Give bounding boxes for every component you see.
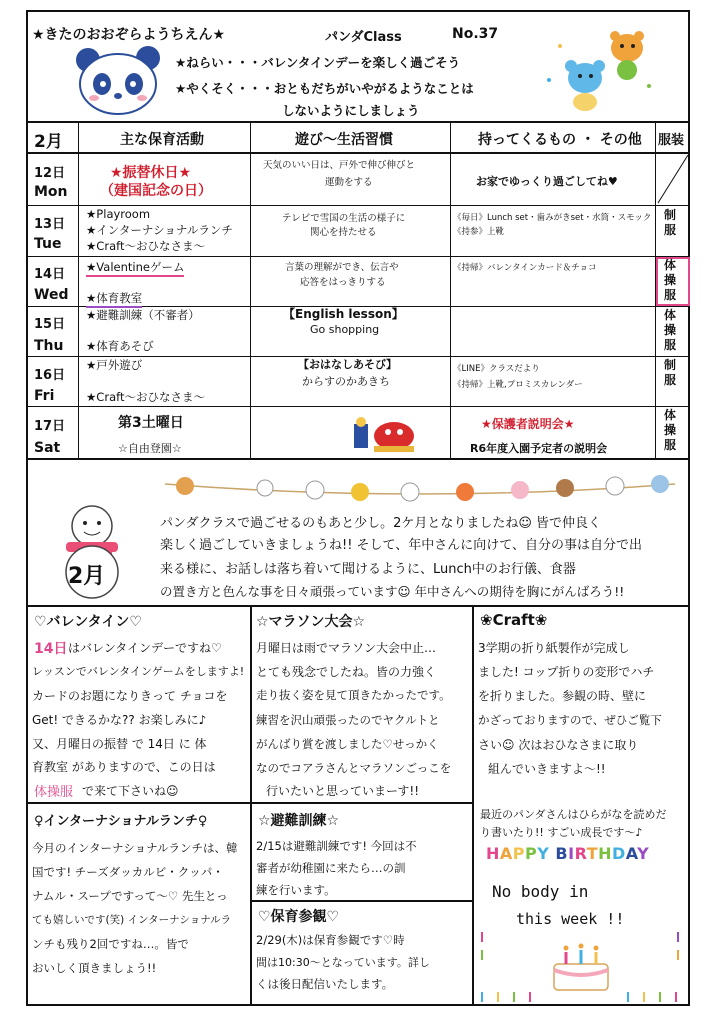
lunch-line: おいしく頂きましょう!! — [32, 961, 157, 975]
drill-line: 練を行います。 — [256, 883, 336, 897]
activity-text: ★避難訓練（不審者） — [86, 308, 200, 322]
table-bottom-border — [26, 458, 690, 460]
promise-line1: ★やくそく・・・おともだちがいやがるようなことは — [175, 81, 474, 96]
row-date: 14日 — [34, 267, 66, 282]
marathon-line: なのでコアラさんとマラソンごっこを — [256, 761, 452, 775]
lunch-title: ♀インターナショナルランチ♀ — [34, 814, 208, 829]
row-date: 13日 — [34, 217, 66, 232]
issue-number: No.37 — [452, 26, 499, 42]
visit-line: くは後日配信いたします。 — [256, 977, 394, 991]
play-text: 言葉の理解ができ、伝言や — [285, 262, 399, 273]
birthday-none-line2: this week !! — [516, 910, 625, 928]
drill-line: 審者が幼稚園に来たら…の訓 — [256, 861, 406, 875]
activity-text: ★戸外遊び — [86, 358, 143, 372]
story-time-topic: からすのかあきち — [302, 375, 390, 388]
craft-title: ❀Craft❀ — [480, 611, 548, 629]
animals-illustration — [545, 26, 655, 116]
visit-section — [250, 900, 472, 1006]
craft-line: かざっておりますので、ぜひご覧下 — [478, 713, 662, 727]
col-divider — [250, 121, 251, 458]
marathon-line: 練習を沢山頑張ったのでヤクルトと — [256, 713, 440, 727]
promise-line2: しないようにしましょう — [282, 103, 420, 118]
english-lesson-topic: Go shopping — [310, 323, 380, 336]
items-text: 《持参》上靴 — [453, 227, 505, 237]
english-lesson-title: 【English lesson】 — [283, 307, 404, 321]
uniform-label: 体操服 — [664, 408, 677, 452]
items-text: 《持帰》上靴,プロミスカレンダー — [453, 380, 583, 390]
holiday-label: ★振替休日★ — [110, 165, 192, 181]
free-attendance: ☆自由登園☆ — [118, 442, 182, 455]
activity-text: ★Playroom — [86, 207, 151, 221]
drill-line: 2/15は避難訓練です! 今回は不 — [256, 839, 417, 853]
items-text: 《LINE》クラスだより — [453, 364, 540, 374]
month-badge: 2月 — [68, 564, 106, 589]
table-header-border — [26, 152, 690, 154]
valentine-game-activity: ★Valentineゲーム — [86, 259, 184, 277]
row-day: Tue — [34, 236, 62, 252]
valentine-line: レッスンでバレンタインゲームをしますよ! — [32, 665, 245, 678]
valentine-title: ♡バレンタイン♡ — [34, 614, 142, 630]
row-date: 17日 — [34, 419, 66, 434]
gym-class-activity: ★体育教室 — [86, 290, 142, 308]
valentine-line: Get! できるかな?? お楽しみに♪ — [32, 713, 207, 727]
no-uniform-slash — [656, 153, 690, 205]
marathon-line: 月曜日は雨でマラソン大会中止… — [256, 641, 437, 655]
lion-dance-illustration — [348, 416, 418, 456]
activity-text: ★Craft～おひなさま～ — [86, 239, 205, 253]
birthday-note: 最近のパンダさんはひらがなを読めだ — [480, 808, 667, 821]
play-text: 関心を持たせる — [310, 227, 377, 238]
play-text: 天気のいい日は、戸外で伸び伸びと — [263, 160, 416, 171]
uniform-label: 制服 — [664, 208, 677, 237]
marathon-line: とても残念でしたね。皆の力強く — [256, 665, 437, 679]
lunch-line: ナムル・スープですって～♡ 先生とっ — [32, 889, 228, 903]
saturday-label: 第3土曜日 — [118, 415, 184, 431]
valentine-section — [26, 605, 250, 802]
uniform-label: 制服 — [664, 358, 677, 387]
activity-text: ★体育あそび — [86, 339, 154, 353]
school-name: ★きたのおおぞらようちえん★ — [32, 27, 226, 43]
row-divider — [26, 205, 690, 206]
row-day: Fri — [34, 388, 55, 404]
birthday-note: り書いたり!! すごい成長です～♪ — [480, 826, 643, 839]
row-date: 15日 — [34, 317, 66, 332]
panda-face-illustration — [72, 44, 164, 116]
lunch-section — [26, 802, 250, 1006]
valentine-line: 又、月曜日の振替 で 14日 に 体 — [32, 737, 207, 751]
col-divider — [450, 121, 451, 458]
valentine-date: 14日 — [34, 641, 68, 657]
intro-line: 楽しく過ごしていきましょうね!! そして、年中さんに向けて、自分の事は自分で出 — [160, 538, 643, 553]
uniform-label: 体操服 — [664, 308, 677, 352]
parent-meeting-title: ★保護者説明会★ — [481, 417, 575, 431]
valentine-line: はバレンタインデーですね♡ — [68, 641, 222, 655]
story-time-title: 【おはなしあそび】 — [298, 358, 397, 371]
col-header-uniform: 服装 — [658, 133, 685, 148]
col-header-play: 遊び～生活習慣 — [295, 132, 393, 148]
activity-text: ★インターナショナルランチ — [86, 223, 233, 237]
craft-line: ました! コップ折りの変形でハチ — [478, 665, 655, 679]
craft-section — [472, 605, 690, 802]
lunch-line: ンチも残り2回ですね…。皆で — [32, 937, 189, 951]
marathon-title: ☆マラソン大会☆ — [256, 614, 366, 630]
happy-birthday-banner: HAPPY BIRTHDAY — [486, 844, 650, 863]
month-label: 2月 — [34, 132, 63, 152]
holiday-sub: （建国記念の日） — [100, 183, 212, 199]
lunch-line: 今月のインターナショナルランチは、韓 — [32, 841, 238, 855]
play-text: 運動をする — [325, 177, 373, 188]
birthday-section — [472, 800, 690, 1006]
characters-garland-illustration — [165, 470, 675, 510]
row-date: 16日 — [34, 368, 66, 383]
row-date: 12日 — [34, 166, 66, 181]
row-day: Sat — [34, 440, 61, 456]
craft-line: を折りました。参観の時、壁に — [478, 689, 647, 703]
row-divider — [26, 406, 690, 407]
craft-line: さい☺ 次はおひなさまに取り — [478, 738, 639, 752]
items-text: お家でゆっくり過ごしてね♥ — [476, 175, 618, 188]
birthday-banner-text — [478, 844, 486, 845]
class-name: パンダClass — [325, 30, 402, 45]
valentine-line: 育教室 がありますので、この日は — [32, 760, 216, 774]
birthday-none-line1: No body in — [492, 882, 589, 901]
intro-line: パンダクラスで過ごせるのもあと少し。2ケ月となりましたね☺ 皆で仲良く — [160, 516, 602, 531]
drill-section — [250, 802, 472, 902]
col-header-items: 持ってくるもの ・ その他 — [478, 132, 642, 148]
col-divider — [78, 121, 79, 458]
lunch-line: ても嬉しいです(笑) インターナショナルラ — [32, 914, 232, 926]
play-text: 応答をはっきりする — [300, 277, 386, 288]
play-text: テレビで雪国の生活の様子に — [282, 213, 406, 224]
uniform-label: 体操服 — [664, 258, 677, 302]
visit-title: ♡保育参観♡ — [258, 909, 340, 925]
parent-meeting-desc: R6年度入園予定者の説明会 — [470, 442, 608, 455]
visit-line: 2/29(木)は保育参観です♡時 — [256, 933, 405, 947]
valentine-gym-clothes: 体操服 — [34, 785, 74, 800]
aim-text: ★ねらい・・・バレンタインデーを楽しく過ごそう — [175, 55, 461, 70]
drill-title: ☆避難訓練☆ — [258, 813, 340, 829]
marathon-line: 行いたいと思っていまーす!! — [266, 784, 420, 798]
birthday-cake-illustration — [478, 930, 684, 1002]
row-day: Wed — [34, 287, 69, 303]
craft-line: 組んでいきますよ～!! — [488, 762, 606, 776]
activity-text: ★Craft～おひなさま～ — [86, 390, 205, 404]
items-text: 《毎日》Lunch set・歯みがきset・水筒・スモック — [453, 213, 652, 223]
intro-line: 来る様に、お話しは落ち着いて聞けるように、Lunch中のお行儀、食器 — [160, 562, 576, 577]
valentine-line: カードのお題になりきって チョコを — [32, 689, 228, 703]
marathon-line: がんばり賞を渡しました♡せっかく — [256, 737, 439, 751]
craft-line: 3学期の折り紙製作が完成し — [478, 641, 630, 655]
items-text: 《持帰》バレンタインカード＆チョコ — [453, 263, 597, 273]
marathon-line: 走り抜く姿を見て頂きたかったです。 — [256, 688, 451, 702]
row-day: Thu — [34, 338, 64, 354]
row-divider — [26, 256, 690, 257]
intro-line: の置き方と色んな事を日々頑張っています☺ 年中さんへの期待を胸にがんばろう!! — [160, 584, 625, 599]
lunch-line: 国です! チーズダッカルビ・クッパ・ — [32, 865, 224, 879]
valentine-line: で来て下さいね☺ — [82, 784, 179, 798]
col-header-activity: 主な保育活動 — [120, 132, 204, 148]
visit-line: 間は10:30～となっています。詳し — [256, 956, 430, 969]
marathon-section — [250, 605, 472, 802]
row-day: Mon — [34, 184, 68, 200]
table-top-border — [26, 121, 690, 123]
